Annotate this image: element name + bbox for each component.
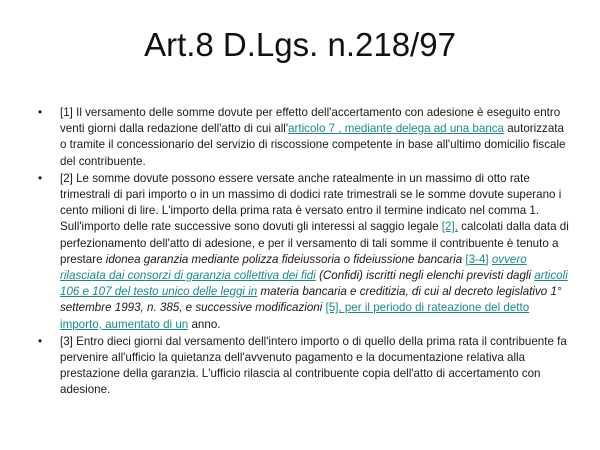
bullet-marker: • — [38, 334, 43, 348]
bullet-paragraph-1 — [38, 105, 570, 170]
bullet-list — [38, 105, 570, 400]
paragraph-text: autorizzata o tramite il concessionario del servizio di riscossione competente in base all'ultimo domicilio fiscale del contribuente. — [60, 122, 566, 168]
bullet-marker: • — [38, 171, 43, 185]
paragraph-text: [2] Le somme dovute possono essere versate anche ratealmente in un massimo di otto rate trimestrali di pari importo o in un massimo di dodici rate trimestrali se le somme dovute superano i cento milioni di lire. L'importo della prima rata è versato entro il termine indicato nel comma 1. Sull'importo delle rate successive sono dovuti gli interessi al saggio legale — [60, 171, 562, 234]
bullet-marker: • — [38, 106, 43, 119]
paragraph-italic-text: idonea garanzia mediante polizza fideiussoria o fideiussione bancaria — [105, 252, 463, 266]
link-footnote-5[interactable]: [5], per il periodo di rateazione del detto importo, aumentato di un — [60, 301, 530, 331]
paragraph-text: calcolati dalla data di perfezionamento dell'atto di adesione, e per il versamento di tali somme il contribuente è tenuto a prestare — [60, 220, 569, 266]
paragraph-italic-text: materia bancaria e creditizia, di cui al decreto legislativo 1° settembre 1993, n. 385, e successive modificazioni — [60, 285, 562, 315]
link-articoli-106-107[interactable]: articoli 106 e 107 del testo unico delle leggi in — [60, 269, 568, 299]
paragraph-italic-text: (Confidi) iscritti negli elenchi previsti dagli — [315, 269, 535, 283]
link-articolo-7[interactable]: articolo 7 , mediante delega ad una banca — [288, 122, 505, 136]
paragraph-text: [3] Entro dieci giorni dal versamento dell'intero importo o di quello della prima rata il contribuente fa pervenire all'ufficio la quietanza dell'avvenuto pagamento e la documentazione relativa alla prestazione della garanzia. L'ufficio rilascia al contribuente copia dell'atto di accertamento con adesione. — [60, 334, 567, 397]
paragraph-text: [1] Il versamento delle somme dovute per effetto dell'accertamento con adesione è eseguito entro venti giorni dalla redazione dell'atto di cui all' — [60, 106, 561, 136]
link-footnote-3-4[interactable]: [3-4] — [465, 252, 489, 266]
slide-title: Art.8 D.Lgs. n.218/97 — [144, 26, 456, 63]
bullet-paragraph-2 — [38, 171, 570, 333]
bullet-paragraph-3 — [38, 334, 570, 399]
link-footnote-2[interactable]: [2], — [441, 220, 458, 234]
paragraph-text: anno. — [188, 317, 221, 331]
link-consorzi-garanzia[interactable]: ovvero rilasciata dai consorzi di garanzia collettiva dei fidi — [60, 252, 527, 283]
